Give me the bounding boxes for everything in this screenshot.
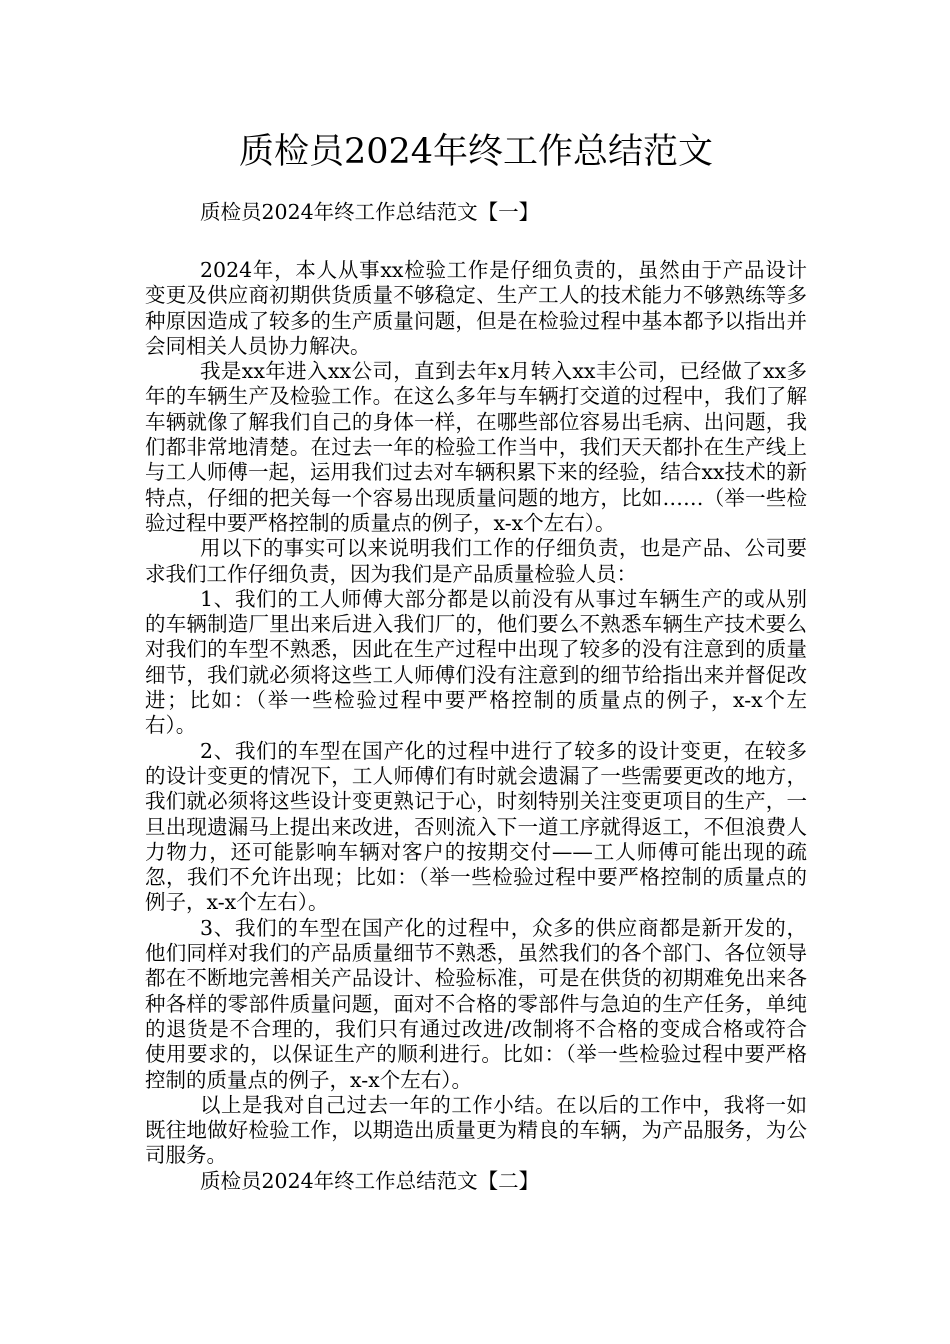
section-heading-1: 质检员2024年终工作总结范文【一】 [200, 200, 540, 224]
paragraph-1: 2024年，本人从事xx检验工作是仔细负责的，虽然由于产品设计变更及供应商初期供货质量不够稳定、生产工人的技术能力不够熟练等多种原因造成了较多的生产质量问题，但是在检验过程中基本都予以指出并会同相关人员协力解决。 [145, 258, 807, 358]
paragraph-7: 以上是我对自己过去一年的工作小结。在以后的工作中，我将一如既往地做好检验工作，以期造出质量更为精良的车辆，为产品服务，为公司服务。 [145, 1092, 807, 1168]
paragraph-6: 3、我们的车型在国产化的过程中，众多的供应商都是新开发的，他们同样对我们的产品质量细节不熟悉，虽然我们的各个部门、各位领导都在不断地完善相关产品设计、检验标准，可是在供货的初期难免出来各种各样的零部件质量问题，面对不合格的零部件与急迫的生产任务，单纯的退货是不合理的，我们只有通过改进/改制将不合格的变成合格或符合使用要求的，以保证生产的顺利进行。比如：（举一些检验过程中要严格控制的质量点的例子，x-x个左右）。 [145, 915, 807, 1092]
blank-line [145, 225, 807, 258]
paragraph-2: 我是xx年进入xx公司，直到去年x月转入xx丰公司，已经做了xx多年的车辆生产及检验工作。在这么多年与车辆打交道的过程中，我们了解车辆就像了解我们自己的身体一样，在哪些部位容易出毛病、出问题，我们都非常地清楚。在过去一年的检验工作当中，我们天天都扑在生产线上与工人师傅一起，运用我们过去对车辆积累下来的经验，结合xx技术的新特点，仔细的把关每一个容易出现质量问题的地方，比如……（举一些检验过程中要严格控制的质量点的例子，x-x个左右）。 [145, 359, 807, 535]
document-title: 质检员2024年终工作总结范文 [238, 132, 714, 172]
section-heading-2: 质检员2024年终工作总结范文【二】 [200, 1168, 540, 1193]
document-page [145, 0, 807, 1194]
paragraph-5: 2、我们的车型在国产化的过程中进行了较多的设计变更，在较多的设计变更的情况下，工人师傅们有时就会遗漏了一些需要更改的地方，我们就必须将这些设计变更熟记于心，时刻特别关注变更项目的生产，一旦出现遗漏马上提出来改进，否则流入下一道工序就得返工，不但浪费人力物力，还可能影响车辆对客户的按期交付——工人师傅可能出现的疏忽，我们不允许出现；比如：（举一些检验过程中要严格控制的质量点的例子，x-x个左右）。 [145, 738, 807, 915]
paragraph-3: 用以下的事实可以来说明我们工作的仔细负责，也是产品、公司要求我们工作仔细负责，因为我们是产品质量检验人员： [145, 536, 807, 586]
paragraph-4: 1、我们的工人师傅大部分都是以前没有从事过车辆生产的或从别的车辆制造厂里出来后进入我们厂的，他们要么不熟悉车辆生产技术要么对我们的车型不熟悉，因此在生产过程中出现了较多的没有注意到的质量细节，我们就必须将这些工人师傅们没有注意到的细节给指出来并督促改进；比如：（举一些检验过程中要严格控制的质量点的例子，x-x个左右）。 [145, 586, 807, 738]
